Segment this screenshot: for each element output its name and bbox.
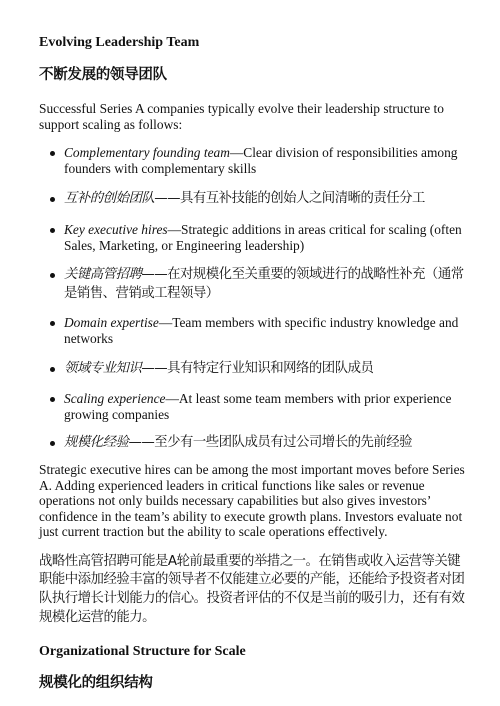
list-item-description: 具有互补技能的创始人之间清晰的责任分工: [180, 191, 425, 207]
list-item: [39, 266, 469, 303]
list-item-description: Team members with specific industry knowledge and networks: [64, 315, 459, 346]
bullet-dot: [50, 321, 55, 326]
list-item-description: Clear division of responsibilities among founders with complementary skills: [64, 145, 458, 176]
list-item-dash: —: [158, 315, 173, 331]
list-item-term: Key executive hires: [64, 221, 168, 237]
list-item-term: 互补的创始团队: [64, 191, 155, 207]
bullet-list: [39, 145, 469, 453]
list-item-description: 具有特定行业知识和网络的团队成员: [167, 360, 374, 376]
list-item-term: Complementary founding team: [64, 145, 230, 161]
closing-paragraph-en: Strategic executive hires can be among the most important moves before Series A. Adding experienced leaders in critical functions like sales or revenue operations not only builds necessary capabilities but also gives investors’ confidence in the team’s ability to execute growth plans. Investors evaluate not just current traction but the ability to scale operations effectively.: [39, 461, 465, 540]
list-item: [39, 222, 469, 253]
list-item-dash: ——: [128, 435, 155, 451]
bullet-dot: [50, 367, 55, 372]
bullet-dot: [50, 151, 55, 156]
list-item-description: At least some team members with prior experience growing companies: [64, 391, 452, 422]
section-heading-zh: 规模化的组织结构: [39, 675, 153, 692]
list-item-dash: ——: [154, 191, 181, 207]
bullet-dot: [50, 197, 55, 202]
list-item-description: 至少有一些团队成员有过公司增长的先前经验: [154, 435, 413, 451]
list-item-dash: —: [167, 221, 181, 237]
list-item-term: 规模化经验: [64, 435, 129, 451]
list-item-term: Domain expertise: [64, 315, 159, 331]
intro-paragraph: Successful Series A companies typically evolve their leadership structure to support scaling as follows:: [39, 101, 444, 132]
list-item-dash: —: [229, 145, 244, 161]
list-item-description: 在对规模化至关重要的领域进行的战略性补充（通常是销售、营销或工程领导）: [64, 267, 464, 301]
list-item: [39, 315, 469, 346]
list-item-term: 领域专业知识: [64, 360, 142, 376]
bullet-dot: [50, 441, 55, 446]
list-item-term: 关键高管招聘: [64, 267, 142, 283]
document-page: [39, 34, 469, 693]
list-item: [39, 360, 469, 379]
section-heading-en: Organizational Structure for Scale: [39, 644, 246, 660]
list-item: [39, 145, 469, 176]
section-heading-en: Evolving Leadership Team: [39, 35, 200, 50]
list-item-dash: —: [165, 391, 179, 407]
section-heading-zh: 不断发展的领导团队: [39, 67, 167, 83]
closing-paragraph-zh: 战略性高管招聘可能是A轮前最重要的举措之一。在销售或收入运营等关键职能中添加经验丰富的领导者不仅能建立必要的产能，还能给予投资者对团队执行增长计划能力的信心。投资者评估的不仅是当前的吸引力，还有有效规模化运营的能力。: [39, 553, 465, 625]
list-item: [39, 190, 469, 209]
list-item: [39, 391, 469, 422]
list-item-dash: ——: [141, 360, 168, 376]
list-item-dash: ——: [141, 267, 168, 283]
bullet-dot: [50, 397, 55, 402]
bullet-dot: [50, 228, 55, 233]
list-item: [39, 434, 469, 453]
list-item-term: Scaling experience: [64, 391, 166, 407]
bullet-dot: [50, 273, 55, 278]
list-item-description: Strategic additions in areas critical for scaling (often Sales, Marketing, or Engineering leadership): [64, 221, 462, 253]
